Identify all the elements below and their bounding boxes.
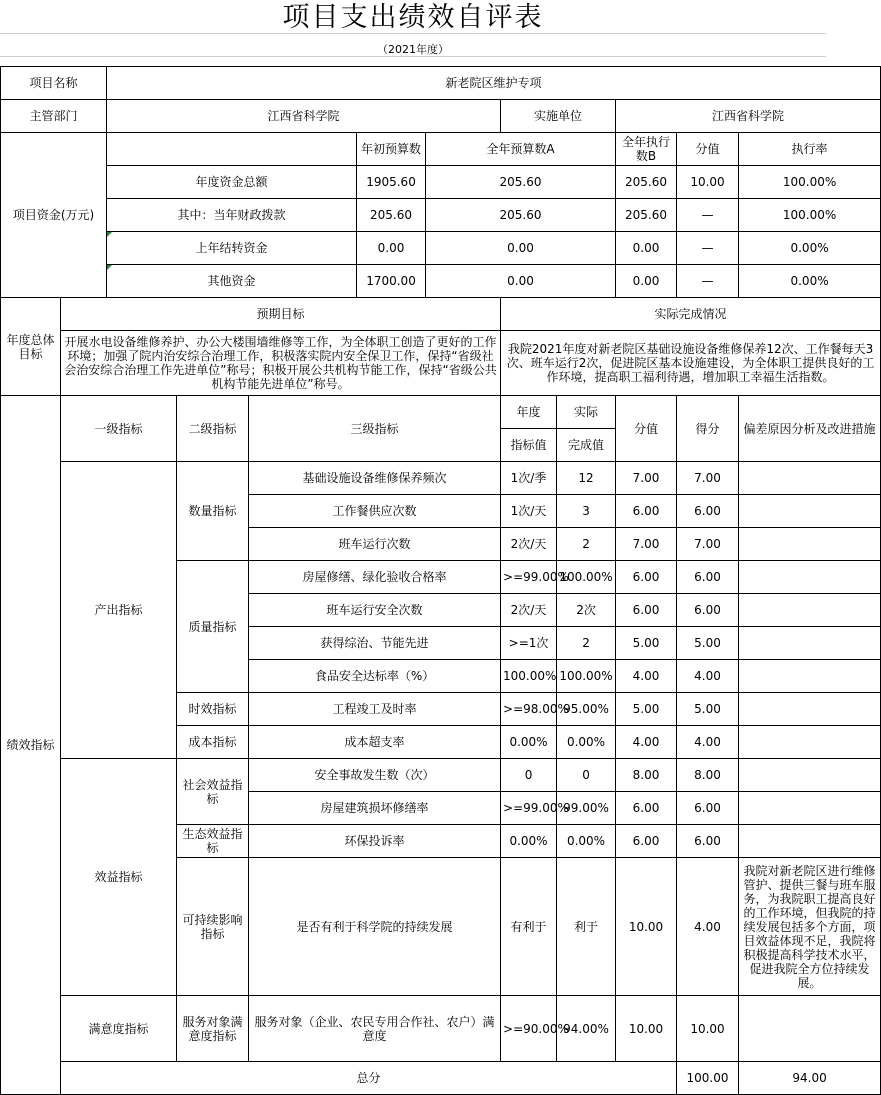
level2-timeliness: 时效指标 <box>177 693 249 726</box>
indicator-analysis <box>739 693 881 726</box>
indicator-name: 工程竣工及时率 <box>249 693 501 726</box>
indicator-target: 有利于 <box>501 858 557 996</box>
level2-service: 服务对象满意度指标 <box>177 996 249 1062</box>
indicator-name: 房屋修缮、绿化验收合格率 <box>249 561 501 594</box>
indicator-actual: 94.00% <box>557 996 616 1062</box>
level1-output: 产出指标 <box>61 462 177 759</box>
funds-header-blank <box>107 133 357 166</box>
indicator-actual: 3 <box>557 495 616 528</box>
indicator-target: 0 <box>501 759 557 792</box>
level1-header: 一级指标 <box>61 396 177 462</box>
actual-result-text: 我院2021年度对新老院区基础设施设备维修保养12次、工作餐每天3次、班车运行2次，促进院区基本设施建设，为全体职工提供良好的工作环境，提高职工福利待遇，增加职工幸福生活指数。 <box>501 331 881 396</box>
actual-header-bottom: 完成值 <box>557 429 616 462</box>
level2-sustain: 可持续影响指标 <box>177 858 249 996</box>
indicator-target: 1次/季 <box>501 462 557 495</box>
indicator-score: 4.00 <box>677 726 739 759</box>
funds-label: 项目资金(万元) <box>1 133 107 298</box>
page-title: 项目支出绩效自评表 <box>282 2 544 33</box>
indicator-actual: 0 <box>557 759 616 792</box>
indicator-actual: 100.00% <box>557 561 616 594</box>
indicator-score: 7.00 <box>677 528 739 561</box>
level2-quantity: 数量指标 <box>177 462 249 561</box>
indicator-analysis <box>739 495 881 528</box>
indicator-target: >=99.00% <box>501 561 557 594</box>
indicator-actual: 12 <box>557 462 616 495</box>
indicator-analysis <box>739 825 881 858</box>
year-label: （2021年度） <box>377 43 449 56</box>
funds-cell: 205.60 <box>616 166 677 199</box>
total-score: 94.00 <box>739 1062 881 1095</box>
indicator-value: 7.00 <box>616 528 677 561</box>
target-header-top: 年度 <box>501 396 557 429</box>
funds-cell: 0.00 <box>357 232 426 265</box>
indicator-score: 4.00 <box>677 660 739 693</box>
indicator-analysis <box>739 660 881 693</box>
funds-row-name: 上年结转资金 <box>107 232 357 265</box>
level2-header: 二级指标 <box>177 396 249 462</box>
funds-row-name: 其中：当年财政拨款 <box>107 199 357 232</box>
indicator-analysis <box>739 561 881 594</box>
funds-cell: 0.00% <box>739 232 881 265</box>
funds-cell: 0.00 <box>426 232 616 265</box>
funds-cell: 100.00% <box>739 166 881 199</box>
indicator-value: 6.00 <box>616 561 677 594</box>
funds-header: 分值 <box>677 133 739 166</box>
target-header-bottom: 指标值 <box>501 429 557 462</box>
expected-goal-text: 开展水电设备维修养护、办公大楼围墙维修等工作，为全体职工创造了更好的工作环境；加强了院内治安综合治理工作，积极落实院内安全保卫工作，保持“省级社会治安综合治理工作先进单位”称号；积极开展公共机构节能工作，保持“省级公共机构节能先进单位”称号。 <box>61 331 501 396</box>
indicator-value: 6.00 <box>616 792 677 825</box>
indicator-score: 6.00 <box>677 594 739 627</box>
indicator-actual: 99.00% <box>557 792 616 825</box>
funds-cell: 205.60 <box>357 199 426 232</box>
indicator-score: 7.00 <box>677 462 739 495</box>
level1-benefit: 效益指标 <box>61 759 177 996</box>
goals-label: 年度总体目标 <box>1 298 61 396</box>
level3-header: 三级指标 <box>249 396 501 462</box>
funds-cell: 1905.60 <box>357 166 426 199</box>
indicator-value: 5.00 <box>616 693 677 726</box>
indicator-analysis <box>739 726 881 759</box>
funds-header: 全年预算数A <box>426 133 616 166</box>
level1-satisfaction: 满意度指标 <box>61 996 177 1062</box>
level2-cost: 成本指标 <box>177 726 249 759</box>
indicator-name: 成本超支率 <box>249 726 501 759</box>
funds-cell: 100.00% <box>739 199 881 232</box>
indicator-analysis <box>739 792 881 825</box>
funds-row-name: 其他资金 <box>107 265 357 298</box>
indicator-name: 是否有利于科学院的持续发展 <box>249 858 501 996</box>
indicator-target: >=90.00% <box>501 996 557 1062</box>
level2-eco: 生态效益指标 <box>177 825 249 858</box>
indicator-actual: 2 <box>557 627 616 660</box>
funds-cell: 0.00 <box>426 265 616 298</box>
indicator-actual: 2 <box>557 528 616 561</box>
actual-header-top: 实际 <box>557 396 616 429</box>
indicator-score: 6.00 <box>677 561 739 594</box>
indicator-target: >=99.00% <box>501 792 557 825</box>
evaluation-table <box>0 66 881 1095</box>
indicator-score: 6.00 <box>677 495 739 528</box>
funds-cell: 0.00% <box>739 265 881 298</box>
indicator-score: 10.00 <box>677 996 739 1062</box>
divider <box>0 33 826 34</box>
impl: 江西省科学院 <box>616 100 881 133</box>
score-value-header: 分值 <box>616 396 677 462</box>
funds-row-name: 年度资金总额 <box>107 166 357 199</box>
indicator-target: >=1次 <box>501 627 557 660</box>
perf-label: 绩效指标 <box>1 396 61 1095</box>
indicator-name: 环保投诉率 <box>249 825 501 858</box>
indicator-target: 0.00% <box>501 726 557 759</box>
indicator-score: 5.00 <box>677 693 739 726</box>
indicator-name: 安全事故发生数（次） <box>249 759 501 792</box>
dept: 江西省科学院 <box>107 100 501 133</box>
funds-cell: 205.60 <box>616 199 677 232</box>
indicator-analysis <box>739 594 881 627</box>
indicator-actual: 100.00% <box>557 660 616 693</box>
actual-result-label: 实际完成情况 <box>501 298 881 331</box>
indicator-name: 食品安全达标率（%） <box>249 660 501 693</box>
indicator-name: 服务对象（企业、农民专用合作社、农户）满意度 <box>249 996 501 1062</box>
indicator-value: 5.00 <box>616 627 677 660</box>
indicator-target: 100.00% <box>501 660 557 693</box>
divider <box>0 56 826 57</box>
indicator-name: 基础设施设备维修保养频次 <box>249 462 501 495</box>
indicator-analysis <box>739 996 881 1062</box>
indicator-actual: 2次 <box>557 594 616 627</box>
indicator-value: 10.00 <box>616 858 677 996</box>
funds-cell: 1700.00 <box>357 265 426 298</box>
total-label: 总分 <box>61 1062 677 1095</box>
funds-cell: — <box>677 199 739 232</box>
score-header: 得分 <box>677 396 739 462</box>
project-name: 新老院区维护专项 <box>107 67 881 100</box>
indicator-analysis <box>739 759 881 792</box>
indicator-actual: 利于 <box>557 858 616 996</box>
impl-label: 实施单位 <box>501 100 616 133</box>
indicator-value: 6.00 <box>616 495 677 528</box>
dept-label: 主管部门 <box>1 100 107 133</box>
indicator-analysis: 我院对新老院区进行维修管护、提供三餐与班车服务，为我院职工提高良好的工作环境，但我院的持续发展包括多个方面，项目效益体现不足，我院将积极提高科学技术水平，促进我院全方位持续发展。 <box>739 858 881 996</box>
indicator-analysis <box>739 462 881 495</box>
indicator-actual: 0.00% <box>557 825 616 858</box>
indicator-value: 8.00 <box>616 759 677 792</box>
indicator-target: 0.00% <box>501 825 557 858</box>
funds-cell: 0.00 <box>616 265 677 298</box>
indicator-score: 6.00 <box>677 792 739 825</box>
indicator-value: 6.00 <box>616 825 677 858</box>
indicator-target: >=98.00% <box>501 693 557 726</box>
funds-cell: 10.00 <box>677 166 739 199</box>
indicator-value: 4.00 <box>616 726 677 759</box>
funds-header: 执行率 <box>739 133 881 166</box>
expected-goal-label: 预期目标 <box>61 298 501 331</box>
indicator-name: 工作餐供应次数 <box>249 495 501 528</box>
project-name-label: 项目名称 <box>1 67 107 100</box>
funds-cell: — <box>677 232 739 265</box>
indicator-target: 2次/天 <box>501 528 557 561</box>
indicator-value: 4.00 <box>616 660 677 693</box>
indicator-analysis <box>739 627 881 660</box>
level2-social: 社会效益指标 <box>177 759 249 825</box>
indicator-value: 6.00 <box>616 594 677 627</box>
indicator-name: 获得综治、节能先进 <box>249 627 501 660</box>
indicator-name: 班车运行次数 <box>249 528 501 561</box>
indicator-analysis <box>739 528 881 561</box>
indicator-score: 6.00 <box>677 825 739 858</box>
indicator-actual: 95.00% <box>557 693 616 726</box>
funds-cell: 205.60 <box>426 166 616 199</box>
indicator-target: 2次/天 <box>501 594 557 627</box>
indicator-value: 7.00 <box>616 462 677 495</box>
total-value: 100.00 <box>677 1062 739 1095</box>
indicator-score: 8.00 <box>677 759 739 792</box>
indicator-score: 5.00 <box>677 627 739 660</box>
indicator-score: 4.00 <box>677 858 739 996</box>
indicator-name: 班车运行安全次数 <box>249 594 501 627</box>
indicator-name: 房屋建筑损坏修缮率 <box>249 792 501 825</box>
funds-cell: 205.60 <box>426 199 616 232</box>
analysis-header: 偏差原因分析及改进措施 <box>739 396 881 462</box>
funds-cell: — <box>677 265 739 298</box>
funds-header: 年初预算数 <box>357 133 426 166</box>
funds-header: 全年执行数B <box>616 133 677 166</box>
funds-cell: 0.00 <box>616 232 677 265</box>
indicator-actual: 0.00% <box>557 726 616 759</box>
indicator-value: 10.00 <box>616 996 677 1062</box>
level2-quality: 质量指标 <box>177 561 249 693</box>
indicator-target: 1次/天 <box>501 495 557 528</box>
